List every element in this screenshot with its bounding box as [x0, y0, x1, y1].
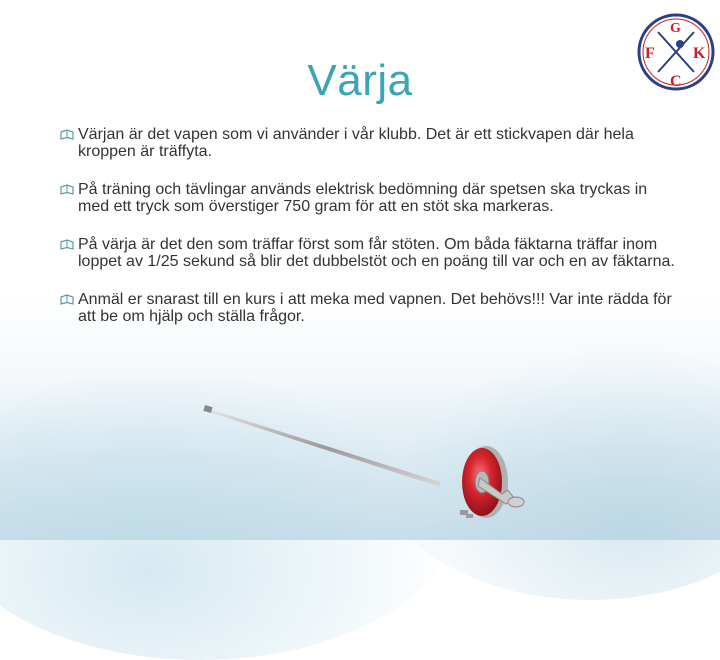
bullet-list: [60, 126, 680, 346]
blade: [203, 405, 440, 487]
bullet-text: På värja är det den som träffar först som får stöten. Om båda fäktarna träffar inom loppet av 1/25 sekund så blir det dubbelstöt och en poäng till var och en av fäktarna.: [78, 236, 675, 270]
logo-letter-bottom: C: [670, 73, 682, 90]
logo-letter-right: K: [693, 45, 706, 62]
book-bullet-icon: [60, 293, 74, 307]
bullet-item: [60, 291, 680, 325]
bullet-item: [60, 181, 680, 215]
book-bullet-icon: [60, 238, 74, 252]
logo-letter-top: G: [670, 21, 681, 36]
bullet-item: [60, 236, 680, 270]
book-bullet-icon: [60, 128, 74, 142]
slide-title: Värja: [307, 56, 413, 105]
wire-socket: [460, 510, 473, 518]
book-bullet-icon: [60, 183, 74, 197]
bullet-item: [60, 126, 680, 160]
bullet-text: Värjan är det vapen som vi använder i vår klubb. Det är ett stickvapen där hela kroppen är träffyta.: [78, 126, 634, 160]
club-logo-icon: [636, 10, 716, 94]
bullet-text: Anmäl er snarast till en kurs i att meka med vapnen. Det behövs!!! Var inte rädda för att be om hjälp och ställa frågor.: [78, 291, 672, 325]
logo-letter-left: F: [645, 45, 655, 62]
epee-image: [184, 356, 536, 540]
bullet-text: På träning och tävlingar används elektrisk bedömning där spetsen ska tryckas in med ett tryck som överstiger 750 gram för att en stöt ska markeras.: [78, 181, 648, 215]
